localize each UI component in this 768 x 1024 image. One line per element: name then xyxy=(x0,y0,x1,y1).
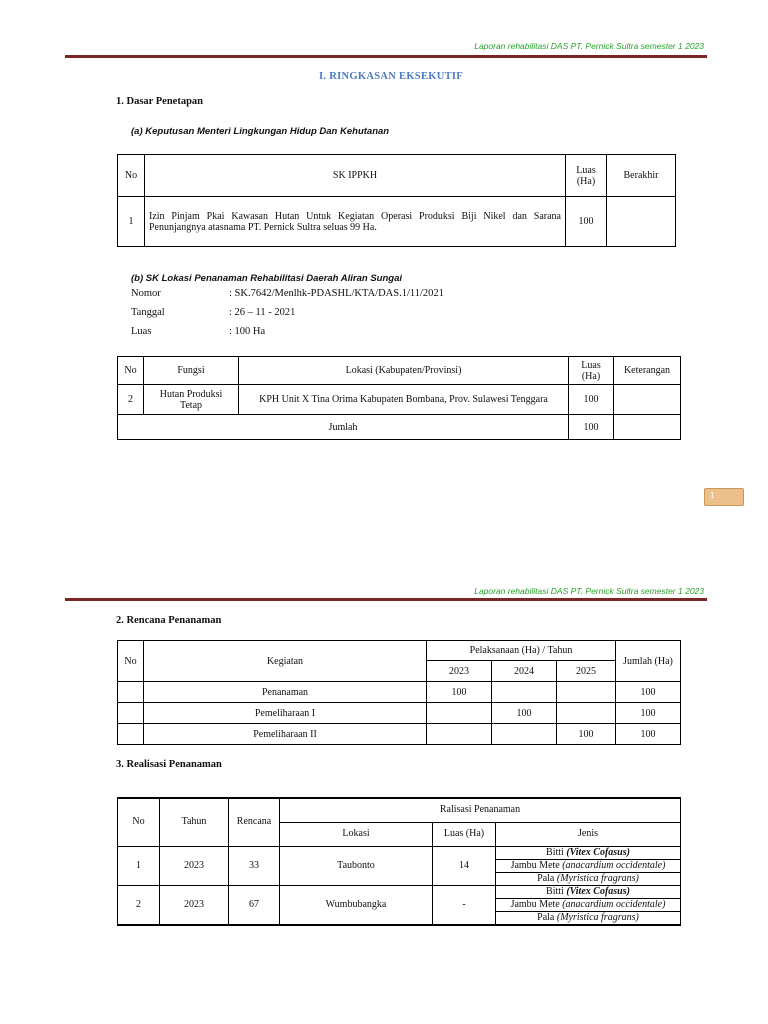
table-row xyxy=(118,885,681,898)
col-no: No xyxy=(118,155,145,197)
col-keterangan: Keterangan xyxy=(614,357,681,385)
cell-no xyxy=(118,682,144,703)
cell-2023: 100 xyxy=(427,682,492,703)
col-rencana: Rencana xyxy=(229,798,280,846)
page-header: Laporan rehabilitasi DAS PT. Pernick Sultra semester 1 2023 xyxy=(474,586,704,596)
species-name: Jambu Mete xyxy=(510,898,563,910)
cell-jenis xyxy=(496,846,681,859)
cell-keterangan xyxy=(614,385,681,415)
cell-jumlah: 100 xyxy=(616,724,681,745)
cell-jumlah-label: Jumlah xyxy=(118,415,569,440)
field-tanggal-label: Tanggal xyxy=(131,307,165,318)
species-latin: (Myristica fragrans) xyxy=(556,872,639,884)
species-latin: (Vitex Cofasus) xyxy=(566,846,630,858)
table-lokasi xyxy=(117,356,681,440)
field-luas-value: : 100 Ha xyxy=(229,326,266,337)
col-year-2025: 2025 xyxy=(557,661,616,682)
col-lokasi: Lokasi xyxy=(280,822,433,846)
table-row xyxy=(118,197,676,247)
table-sk-ippkh xyxy=(117,154,676,247)
table-realisasi xyxy=(117,797,681,926)
cell-tahun: 2023 xyxy=(160,885,229,925)
cell-2024: 100 xyxy=(492,703,557,724)
col-jenis: Jenis xyxy=(496,822,681,846)
cell-sk: Izin Pinjam Pkai Kawasan Hutan Untuk Kegiatan Operasi Produksi Biji Nikel dan Sarana Penunjangnya atasnama PT. Pernick Sultra seluas 99 Ha. xyxy=(145,197,566,247)
header-rule xyxy=(65,55,707,58)
cell-jenis xyxy=(496,885,681,898)
cell-luas: 100 xyxy=(569,385,614,415)
cell-jumlah-luas: 100 xyxy=(569,415,614,440)
field-nomor-value: : SK.7642/Menlhk-PDASHL/KTA/DAS.1/11/2021 xyxy=(229,288,444,299)
cell-no: 2 xyxy=(118,885,160,925)
page-header: Laporan rehabilitasi DAS PT. Pernick Sultra semester 1 2023 xyxy=(474,41,704,51)
species-name: Bitti xyxy=(546,885,567,897)
cell-jenis xyxy=(496,872,681,885)
heading-realisasi-penanaman: 3. Realisasi Penanaman xyxy=(116,759,222,770)
cell-kegiatan: Penanaman xyxy=(144,682,427,703)
heading-rencana-penanaman: 2. Rencana Penanaman xyxy=(116,615,222,626)
cell-berakhir xyxy=(607,197,676,247)
cell-rencana: 33 xyxy=(229,846,280,885)
page-number-badge xyxy=(704,488,744,506)
col-fungsi: Fungsi xyxy=(144,357,239,385)
table-total-row xyxy=(118,415,681,440)
subheading-a: (a) Keputusan Menteri Lingkungan Hidup Dan Kehutanan xyxy=(131,126,390,137)
table-row xyxy=(118,385,681,415)
cell-lokasi: Taubonto xyxy=(280,846,433,885)
table-row xyxy=(118,724,681,745)
cell-no xyxy=(118,724,144,745)
cell-2023 xyxy=(427,724,492,745)
cell-luas: 14 xyxy=(433,846,496,885)
cell-jenis xyxy=(496,898,681,911)
cell-no: 1 xyxy=(118,197,145,247)
subheading-b: (b) SK Lokasi Penanaman Rehabilitasi Daerah Aliran Sungai xyxy=(131,273,402,284)
cell-kegiatan: Pemeliharaan II xyxy=(144,724,427,745)
cell-jenis xyxy=(496,859,681,872)
col-sk-ippkh: SK IPPKH xyxy=(145,155,566,197)
cell-lokasi: Wumbubangka xyxy=(280,885,433,925)
cell-no xyxy=(118,703,144,724)
col-luas: Luas (Ha) xyxy=(569,357,614,385)
col-jumlah: Jumlah (Ha) xyxy=(616,641,681,682)
cell-fungsi: Hutan Produksi Tetap xyxy=(144,385,239,415)
field-luas-label: Luas xyxy=(131,326,152,337)
col-luas: Luas (Ha) xyxy=(566,155,607,197)
cell-2025 xyxy=(557,682,616,703)
cell-jumlah: 100 xyxy=(616,682,681,703)
table-row xyxy=(118,703,681,724)
page-number: 1 xyxy=(710,491,715,500)
cell-2025 xyxy=(557,703,616,724)
cell-lokasi: KPH Unit X Tina Orima Kabupaten Bombana, Prov. Sulawesi Tenggara xyxy=(239,385,569,415)
species-name: Pala xyxy=(537,911,557,923)
species-name: Jambu Mete xyxy=(510,859,563,871)
cell-no: 2 xyxy=(118,385,144,415)
species-name: Bitti xyxy=(546,846,567,858)
cell-no: 1 xyxy=(118,846,160,885)
cell-kegiatan: Pemeliharaan I xyxy=(144,703,427,724)
cell-jumlah: 100 xyxy=(616,703,681,724)
col-no: No xyxy=(118,798,160,846)
heading-dasar-penetapan: 1. Dasar Penetapan xyxy=(116,96,204,107)
species-latin: (anacardium occidentale) xyxy=(562,859,666,871)
species-name: Pala xyxy=(537,872,557,884)
cell-jenis xyxy=(496,911,681,925)
col-kegiatan: Kegiatan xyxy=(144,641,427,682)
col-no: No xyxy=(118,641,144,682)
cell-luas: - xyxy=(433,885,496,925)
col-realisasi: Ralisasi Penanaman xyxy=(280,798,681,822)
table-row xyxy=(118,846,681,859)
section-title: I. RINGKASAN EKSEKUTIF xyxy=(319,71,464,82)
cell-jumlah-keterangan xyxy=(614,415,681,440)
cell-2025: 100 xyxy=(557,724,616,745)
species-latin: (Vitex Cofasus) xyxy=(566,885,630,897)
table-row xyxy=(118,682,681,703)
cell-luas: 100 xyxy=(566,197,607,247)
col-tahun: Tahun xyxy=(160,798,229,846)
species-latin: (Myristica fragrans) xyxy=(556,911,639,923)
col-luas: Luas (Ha) xyxy=(433,822,496,846)
header-rule xyxy=(65,598,707,601)
col-no: No xyxy=(118,357,144,385)
col-berakhir: Berakhir xyxy=(607,155,676,197)
cell-2024 xyxy=(492,682,557,703)
species-latin: (anacardium occidentale) xyxy=(562,898,666,910)
cell-2024 xyxy=(492,724,557,745)
col-year-2024: 2024 xyxy=(492,661,557,682)
field-tanggal-value: : 26 – 11 - 2021 xyxy=(229,307,296,318)
field-nomor-label: Nomor xyxy=(131,288,161,299)
col-year-2023: 2023 xyxy=(427,661,492,682)
cell-rencana: 67 xyxy=(229,885,280,925)
cell-2023 xyxy=(427,703,492,724)
cell-tahun: 2023 xyxy=(160,846,229,885)
col-lokasi: Lokasi (Kabupaten/Provinsi) xyxy=(239,357,569,385)
table-rencana xyxy=(117,640,681,745)
col-pelaksanaan: Pelaksanaan (Ha) / Tahun xyxy=(427,641,616,661)
